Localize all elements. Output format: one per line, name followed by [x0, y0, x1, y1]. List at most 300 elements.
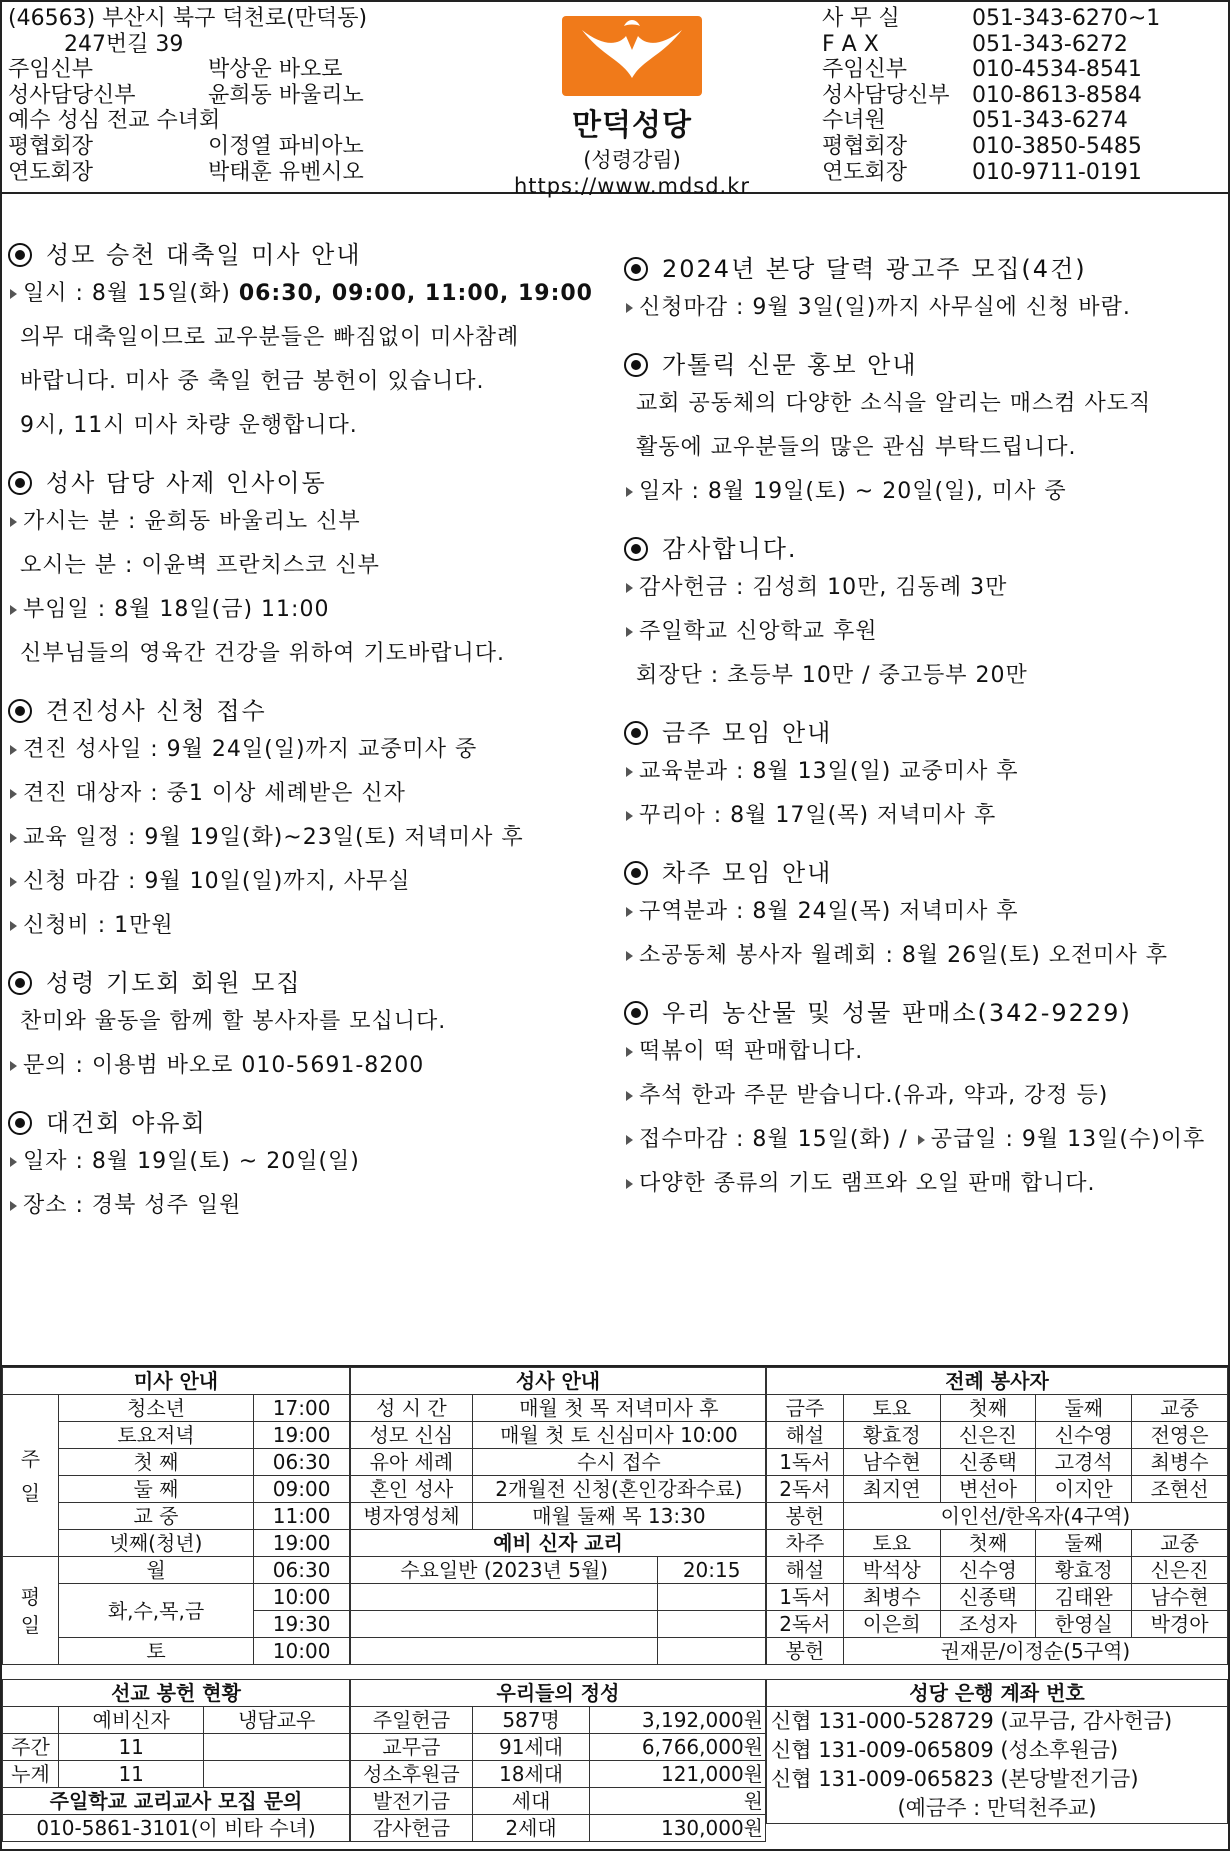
liturgy-servers-table — [766, 1367, 1228, 1665]
offering-count: 91세대 — [472, 1734, 590, 1761]
offering-count: 18세대 — [472, 1761, 590, 1788]
line-text: 장소 : 경북 성주 일원 — [23, 1193, 242, 1218]
triangle-bullet-icon — [626, 811, 633, 821]
circle-bullet-icon — [8, 1111, 32, 1135]
catechism-row — [351, 1557, 766, 1584]
announcement-line — [624, 426, 1224, 470]
mission-cell — [204, 1761, 350, 1788]
offerings-title: 우리들의 정성 — [351, 1680, 766, 1707]
sacrament-detail: 매월 첫 목 저녁미사 후 — [472, 1395, 765, 1422]
announcement-line — [624, 750, 1224, 794]
triangle-bullet-icon — [626, 767, 633, 777]
servers-cell: 봉헌 — [767, 1638, 844, 1665]
mass-time: 06:30 — [254, 1557, 350, 1584]
announcement-line — [8, 1000, 608, 1044]
offering-amount: 121,000원 — [590, 1761, 766, 1788]
triangle-bullet-icon — [918, 1135, 925, 1145]
offering-count: 587명 — [472, 1707, 590, 1734]
servers-cell: 2독서 — [767, 1611, 844, 1638]
header-label: 수녀원 — [822, 108, 886, 134]
servers-cell: 신수영 — [940, 1557, 1036, 1584]
announcement-line — [624, 1162, 1224, 1206]
servers-cell: 이은희 — [843, 1611, 940, 1638]
mission-cell — [204, 1734, 350, 1761]
triangle-bullet-icon — [626, 1179, 633, 1189]
servers-cell: 신은진 — [940, 1422, 1036, 1449]
teacher-contact-row — [3, 1815, 350, 1842]
line-text: 신청마감 : 9월 3일(일)까지 사무실에 신청 바람. — [639, 295, 1131, 320]
announcement-line — [624, 1118, 1224, 1162]
servers-header-row — [767, 1530, 1228, 1557]
section-title — [624, 532, 1224, 566]
section-title — [8, 466, 608, 500]
sacrament-name: 성 시 간 — [351, 1395, 473, 1422]
section-title-text: 성령 기도회 회원 모집 — [46, 969, 302, 997]
mass-name: 교 중 — [58, 1503, 253, 1530]
announcement-section — [8, 466, 608, 676]
header-label: 247번길 39 — [8, 31, 184, 57]
section-title-text: 차주 모임 안내 — [662, 859, 833, 887]
announcement-section — [8, 238, 608, 448]
bank-row — [767, 1794, 1228, 1824]
line-text: 가시는 분 : 윤희동 바울리노 신부 — [23, 509, 361, 534]
announcements-left — [8, 238, 608, 1246]
section-title-text: 우리 농산물 및 성물 판매소(342-9229) — [662, 999, 1132, 1027]
announcement-section — [8, 694, 608, 948]
header-value: 010-9711-0191 — [972, 159, 1142, 185]
triangle-bullet-icon — [626, 1047, 633, 1057]
bank-title: 성당 은행 계좌 번호 — [767, 1680, 1228, 1707]
sacrament-detail: 매월 첫 토 신심미사 10:00 — [472, 1422, 765, 1449]
servers-header-cell: 둘째 — [1036, 1395, 1132, 1422]
mission-cell: 11 — [58, 1761, 204, 1788]
header-label: 평협회장 — [822, 133, 908, 159]
header-label: 성사담당신부 — [8, 82, 136, 108]
line-text: 부임일 : 8월 18일(금) 11:00 — [23, 597, 330, 622]
offering-amount: 3,192,000원 — [590, 1707, 766, 1734]
section-title-text: 대건회 야유회 — [46, 1109, 207, 1137]
section-title-text: 2024년 본당 달력 광고주 모집(4건) — [662, 255, 1087, 283]
teacher-contact: 010-5861-3101(이 비타 수녀) — [3, 1815, 350, 1842]
empty-cell — [351, 1638, 658, 1665]
line-text: 일시 : 8월 15일(화) — [23, 281, 239, 306]
triangle-bullet-icon — [10, 1157, 17, 1167]
header-value: 010-4534-8541 — [972, 57, 1142, 83]
offering-type: 성소후원금 — [351, 1761, 473, 1788]
triangle-bullet-icon — [10, 605, 17, 615]
section-gap — [624, 330, 1224, 348]
servers-cell: 전영은 — [1132, 1422, 1228, 1449]
announcement-line — [624, 890, 1224, 934]
mass-schedule-title: 미사 안내 — [3, 1368, 350, 1395]
header-row — [8, 32, 468, 58]
announcements-right — [624, 252, 1224, 1224]
announcement-section — [8, 966, 608, 1088]
mission-cell: 11 — [58, 1734, 204, 1761]
empty-cell — [351, 1584, 658, 1611]
announcement-line — [624, 286, 1224, 330]
announcement-line — [624, 794, 1224, 838]
header-row — [822, 108, 1222, 134]
catechism-header-row — [351, 1530, 766, 1557]
line-text: 감사헌금 : 김성희 10만, 김동례 3만 — [639, 575, 1008, 600]
circle-bullet-icon — [624, 721, 648, 745]
mass-name: 둘 째 — [58, 1476, 253, 1503]
announcement-line — [8, 728, 608, 772]
bank-accounts-table — [766, 1679, 1228, 1824]
sacrament-name: 유아 세례 — [351, 1449, 473, 1476]
announcement-section — [624, 348, 1224, 514]
sacrament-row — [351, 1395, 766, 1422]
mass-name: 첫 째 — [58, 1449, 253, 1476]
announcement-section — [624, 856, 1224, 978]
line-text: 9시, 11시 미사 차량 운행합니다. — [20, 413, 358, 438]
announcement-line — [8, 1184, 608, 1228]
section-title — [8, 966, 608, 1000]
parish-url-link[interactable]: https://www.mdsd.kr — [513, 174, 751, 198]
header-label: 사 무 실 — [822, 6, 900, 31]
header-row — [822, 134, 1222, 160]
offering-row — [351, 1734, 766, 1761]
section-gap — [8, 448, 608, 466]
empty-cell — [658, 1638, 766, 1665]
mass-time: 06:30 — [254, 1449, 350, 1476]
section-gap — [624, 978, 1224, 996]
sacrament-row — [351, 1422, 766, 1449]
servers-header-cell: 첫째 — [940, 1395, 1036, 1422]
servers-offer-names: 권재문/이정순(5구역) — [843, 1638, 1227, 1665]
mission-offering-table — [2, 1679, 350, 1842]
header-label: F A X — [822, 31, 879, 57]
bank-account-line: 신협 131-009-065823 (본당발전기금) — [767, 1765, 1228, 1794]
sacrament-detail: 수시 접수 — [472, 1449, 765, 1476]
line-text: 회장단 : 초등부 10만 / 중고등부 20만 — [636, 663, 1028, 688]
mass-time: 17:00 — [254, 1395, 350, 1422]
announcement-line — [624, 1030, 1224, 1074]
header-row — [8, 160, 468, 186]
mass-time: 19:00 — [254, 1422, 350, 1449]
line-text: 신청비 : 1만원 — [23, 913, 174, 938]
servers-cell: 1독서 — [767, 1449, 844, 1476]
servers-header-cell: 금주 — [767, 1395, 844, 1422]
offering-type: 감사헌금 — [351, 1815, 473, 1842]
section-gap — [624, 838, 1224, 856]
sacrament-row — [351, 1503, 766, 1530]
servers-row — [767, 1557, 1228, 1584]
mission-row — [3, 1761, 350, 1788]
sacrament-detail: 2개월전 신청(혼인강좌수료) — [472, 1476, 765, 1503]
offering-row — [351, 1788, 766, 1815]
section-title — [624, 252, 1224, 286]
servers-cell: 황효정 — [843, 1422, 940, 1449]
servers-cell: 박경아 — [1132, 1611, 1228, 1638]
servers-cell: 신수영 — [1036, 1422, 1132, 1449]
header-row — [8, 134, 468, 160]
servers-row — [767, 1611, 1228, 1638]
mission-cell: 주간 — [3, 1734, 59, 1761]
announcement-line — [8, 772, 608, 816]
mass-name: 토 — [58, 1638, 253, 1665]
triangle-bullet-icon — [10, 745, 17, 755]
servers-cell: 조현선 — [1132, 1476, 1228, 1503]
parish-logo-icon — [562, 16, 702, 96]
catechism-time: 20:15 — [658, 1557, 766, 1584]
catechism-title: 예비 신자 교리 — [351, 1530, 766, 1557]
announcement-line — [624, 934, 1224, 978]
triangle-bullet-icon — [626, 487, 633, 497]
offering-type: 교무금 — [351, 1734, 473, 1761]
announcement-line — [8, 500, 608, 544]
announcement-line — [624, 1074, 1224, 1118]
line-text: 신청 마감 : 9월 10일(일)까지, 사무실 — [23, 869, 411, 894]
announcement-line — [8, 904, 608, 948]
circle-bullet-icon — [624, 257, 648, 281]
empty-cell — [351, 1611, 658, 1638]
section-title — [624, 996, 1224, 1030]
circle-bullet-icon — [8, 699, 32, 723]
section-title-text: 견진성사 신청 접수 — [46, 697, 267, 725]
announcement-line — [8, 860, 608, 904]
mass-schedule-table — [2, 1367, 350, 1665]
servers-cell: 이지안 — [1036, 1476, 1132, 1503]
mass-time: 11:00 — [254, 1503, 350, 1530]
header-row — [8, 108, 468, 134]
catechism-class: 수요일반 (2023년 5월) — [351, 1557, 658, 1584]
section-title-text: 금주 모임 안내 — [662, 719, 833, 747]
weekday-label: 평 일 — [3, 1557, 59, 1665]
servers-cell: 김태완 — [1036, 1584, 1132, 1611]
header-row — [822, 57, 1222, 83]
section-title — [624, 348, 1224, 382]
servers-cell: 고경석 — [1036, 1449, 1132, 1476]
servers-header-cell: 교중 — [1132, 1395, 1228, 1422]
line-text: 견진 대상자 : 중1 이상 세례받은 신자 — [23, 781, 406, 806]
header-label: (46563) 부산시 북구 덕천로(만덕동) — [8, 6, 368, 31]
announcement-line — [8, 588, 608, 632]
servers-header-cell: 차주 — [767, 1530, 844, 1557]
servers-cell: 신종택 — [940, 1584, 1036, 1611]
announcement-line — [8, 816, 608, 860]
parish-subtitle: (성령강림) — [583, 148, 681, 172]
line-text: 견진 성사일 : 9월 24일(일)까지 교중미사 중 — [23, 737, 478, 762]
servers-cell: 박석상 — [843, 1557, 940, 1584]
header-value: 윤희동 바울리노 — [208, 82, 364, 108]
servers-offer-names: 이인선/한옥자(4구역) — [843, 1503, 1227, 1530]
header-value: 박상운 바오로 — [208, 57, 343, 83]
announcement-section — [624, 716, 1224, 838]
announcement-line — [624, 382, 1224, 426]
header-row — [822, 6, 1222, 32]
mission-title: 선교 봉헌 현황 — [3, 1680, 350, 1707]
line-text: 바랍니다. 미사 중 축일 헌금 봉헌이 있습니다. — [20, 369, 485, 394]
offering-amount: 6,766,000원 — [590, 1734, 766, 1761]
section-gap — [624, 1206, 1224, 1224]
section-gap — [8, 1228, 608, 1246]
bank-account-line: 신협 131-009-065809 (성소후원금) — [767, 1736, 1228, 1765]
triangle-bullet-icon — [626, 1135, 633, 1145]
section-title-text: 가톨릭 신문 홍보 안내 — [662, 351, 918, 379]
circle-bullet-icon — [8, 971, 32, 995]
mass-name: 토요저녁 — [58, 1422, 253, 1449]
section-gap — [624, 514, 1224, 532]
mass-row — [3, 1557, 350, 1584]
triangle-bullet-icon — [10, 833, 17, 843]
line-text: 추석 한과 주문 받습니다.(유과, 약과, 강정 등) — [639, 1083, 1109, 1108]
line-text: 교육분과 : 8월 13일(일) 교중미사 후 — [639, 759, 1019, 784]
servers-cell: 2독서 — [767, 1476, 844, 1503]
triangle-bullet-icon — [10, 517, 17, 527]
servers-header-cell: 토요 — [843, 1395, 940, 1422]
header-row — [822, 32, 1222, 58]
triangle-bullet-icon — [10, 789, 17, 799]
header-row — [8, 6, 468, 32]
announcement-section — [624, 996, 1224, 1206]
header-value: 이정열 파비아노 — [208, 133, 364, 159]
servers-row — [767, 1449, 1228, 1476]
offering-count: 세대 — [472, 1788, 590, 1815]
servers-cell: 황효정 — [1036, 1557, 1132, 1584]
servers-cell: 조성자 — [940, 1611, 1036, 1638]
section-gap — [8, 1088, 608, 1106]
sacrament-row — [351, 1476, 766, 1503]
parish-name: 만덕성당 — [572, 108, 692, 143]
announcement-section — [624, 252, 1224, 330]
announcement-line — [8, 404, 608, 448]
bank-row — [767, 1765, 1228, 1794]
header-label: 예수 성심 전교 수녀회 — [8, 108, 221, 134]
teacher-title-row — [3, 1788, 350, 1815]
offering-row — [351, 1815, 766, 1842]
announcement-line — [624, 566, 1224, 610]
announcement-line — [8, 316, 608, 360]
mass-name: 화,수,목,금 — [58, 1584, 253, 1638]
header-row — [8, 83, 468, 109]
triangle-bullet-icon — [626, 583, 633, 593]
bulletin-header — [2, 2, 1228, 198]
offering-type: 발전기금 — [351, 1788, 473, 1815]
header-value: 010-3850-5485 — [972, 133, 1142, 159]
servers-cell: 남수현 — [843, 1449, 940, 1476]
servers-header-cell: 교중 — [1132, 1530, 1228, 1557]
bank-account-line: (예금주 : 만덕천주교) — [767, 1794, 1228, 1824]
servers-cell: 해설 — [767, 1422, 844, 1449]
mass-time: 19:00 — [254, 1530, 350, 1557]
servers-cell: 신종택 — [940, 1449, 1036, 1476]
announcement-section — [8, 1106, 608, 1228]
bank-row — [767, 1736, 1228, 1765]
triangle-bullet-icon — [10, 921, 17, 931]
line-text: 오시는 분 : 이윤벽 프란치스코 신부 — [20, 553, 380, 578]
bank-account-line: 신협 131-000-528729 (교무금, 감사헌금) — [767, 1707, 1228, 1737]
offering-row — [351, 1707, 766, 1734]
sacrament-table — [350, 1367, 766, 1665]
empty-cell — [3, 1707, 59, 1734]
sacrament-title: 성사 안내 — [351, 1368, 766, 1395]
section-title — [8, 238, 608, 272]
line-text: 접수마감 : 8월 15일(화) / — [639, 1127, 916, 1152]
section-gap — [8, 948, 608, 966]
triangle-bullet-icon — [10, 877, 17, 887]
mass-name: 월 — [58, 1557, 253, 1584]
servers-cell: 남수현 — [1132, 1584, 1228, 1611]
mass-name: 넷째(청년) — [58, 1530, 253, 1557]
servers-row — [767, 1584, 1228, 1611]
section-title — [624, 856, 1224, 890]
servers-header-cell: 둘째 — [1036, 1530, 1132, 1557]
header-label: 주임신부 — [822, 57, 908, 83]
bank-row — [767, 1707, 1228, 1737]
circle-bullet-icon — [8, 243, 32, 267]
header-value: 051-343-6272 — [972, 31, 1128, 57]
servers-row — [767, 1476, 1228, 1503]
triangle-bullet-icon — [626, 627, 633, 637]
circle-bullet-icon — [624, 861, 648, 885]
servers-header-cell: 첫째 — [940, 1530, 1036, 1557]
info-tables — [2, 1365, 1228, 1851]
servers-cell: 1독서 — [767, 1584, 844, 1611]
line-text: 일자 : 8월 19일(토) ~ 20일(일), 미사 중 — [639, 479, 1067, 504]
triangle-bullet-icon — [10, 1061, 17, 1071]
sunday-label: 주 일 — [3, 1395, 59, 1557]
mission-row — [3, 1734, 350, 1761]
announcement-line — [8, 360, 608, 404]
servers-offer-row — [767, 1503, 1228, 1530]
line-text: 주일학교 신앙학교 후원 — [639, 619, 878, 644]
triangle-bullet-icon — [10, 1201, 17, 1211]
mission-header-cell: 예비신자 — [58, 1707, 204, 1734]
servers-offer-row — [767, 1638, 1228, 1665]
circle-bullet-icon — [624, 537, 648, 561]
offering-row — [351, 1761, 766, 1788]
empty-row — [351, 1611, 766, 1638]
triangle-bullet-icon — [626, 1091, 633, 1101]
section-gap — [8, 676, 608, 694]
header-row — [822, 160, 1222, 186]
announcement-line — [8, 1140, 608, 1184]
empty-cell — [658, 1611, 766, 1638]
servers-cell: 해설 — [767, 1557, 844, 1584]
sacrament-row — [351, 1449, 766, 1476]
announcement-line — [8, 632, 608, 676]
announcement-section — [624, 532, 1224, 698]
contact-info — [822, 6, 1222, 185]
section-title — [8, 694, 608, 728]
mission-header-cell: 냉담교우 — [204, 1707, 350, 1734]
announcement-line — [8, 1044, 608, 1088]
circle-bullet-icon — [624, 1001, 648, 1025]
servers-cell: 봉헌 — [767, 1503, 844, 1530]
section-title — [8, 1106, 608, 1140]
header-label: 성사담당신부 — [822, 82, 950, 108]
section-title-text: 감사합니다. — [662, 535, 798, 563]
parish-logo-block — [482, 16, 782, 198]
line-text: 꾸리아 : 8월 17일(목) 저녁미사 후 — [639, 803, 997, 828]
liturgy-servers-title: 전례 봉사자 — [767, 1368, 1228, 1395]
header-label: 연도회장 — [8, 159, 94, 185]
triangle-bullet-icon — [10, 289, 17, 299]
servers-cell: 최지연 — [843, 1476, 940, 1503]
mission-cell: 누계 — [3, 1761, 59, 1788]
mass-time: 10:00 — [254, 1584, 350, 1611]
line-text: 찬미와 율동을 함께 할 봉사자를 모십니다. — [20, 1009, 447, 1034]
line-text: 구역분과 : 8월 24일(목) 저녁미사 후 — [639, 899, 1019, 924]
line-text-2: 공급일 : 9월 13일(수)이후 — [930, 1127, 1206, 1152]
announcement-line — [624, 470, 1224, 514]
servers-cell: 최병수 — [843, 1584, 940, 1611]
offering-count: 2세대 — [472, 1815, 590, 1842]
section-gap — [624, 698, 1224, 716]
header-label: 주임신부 — [8, 57, 94, 83]
